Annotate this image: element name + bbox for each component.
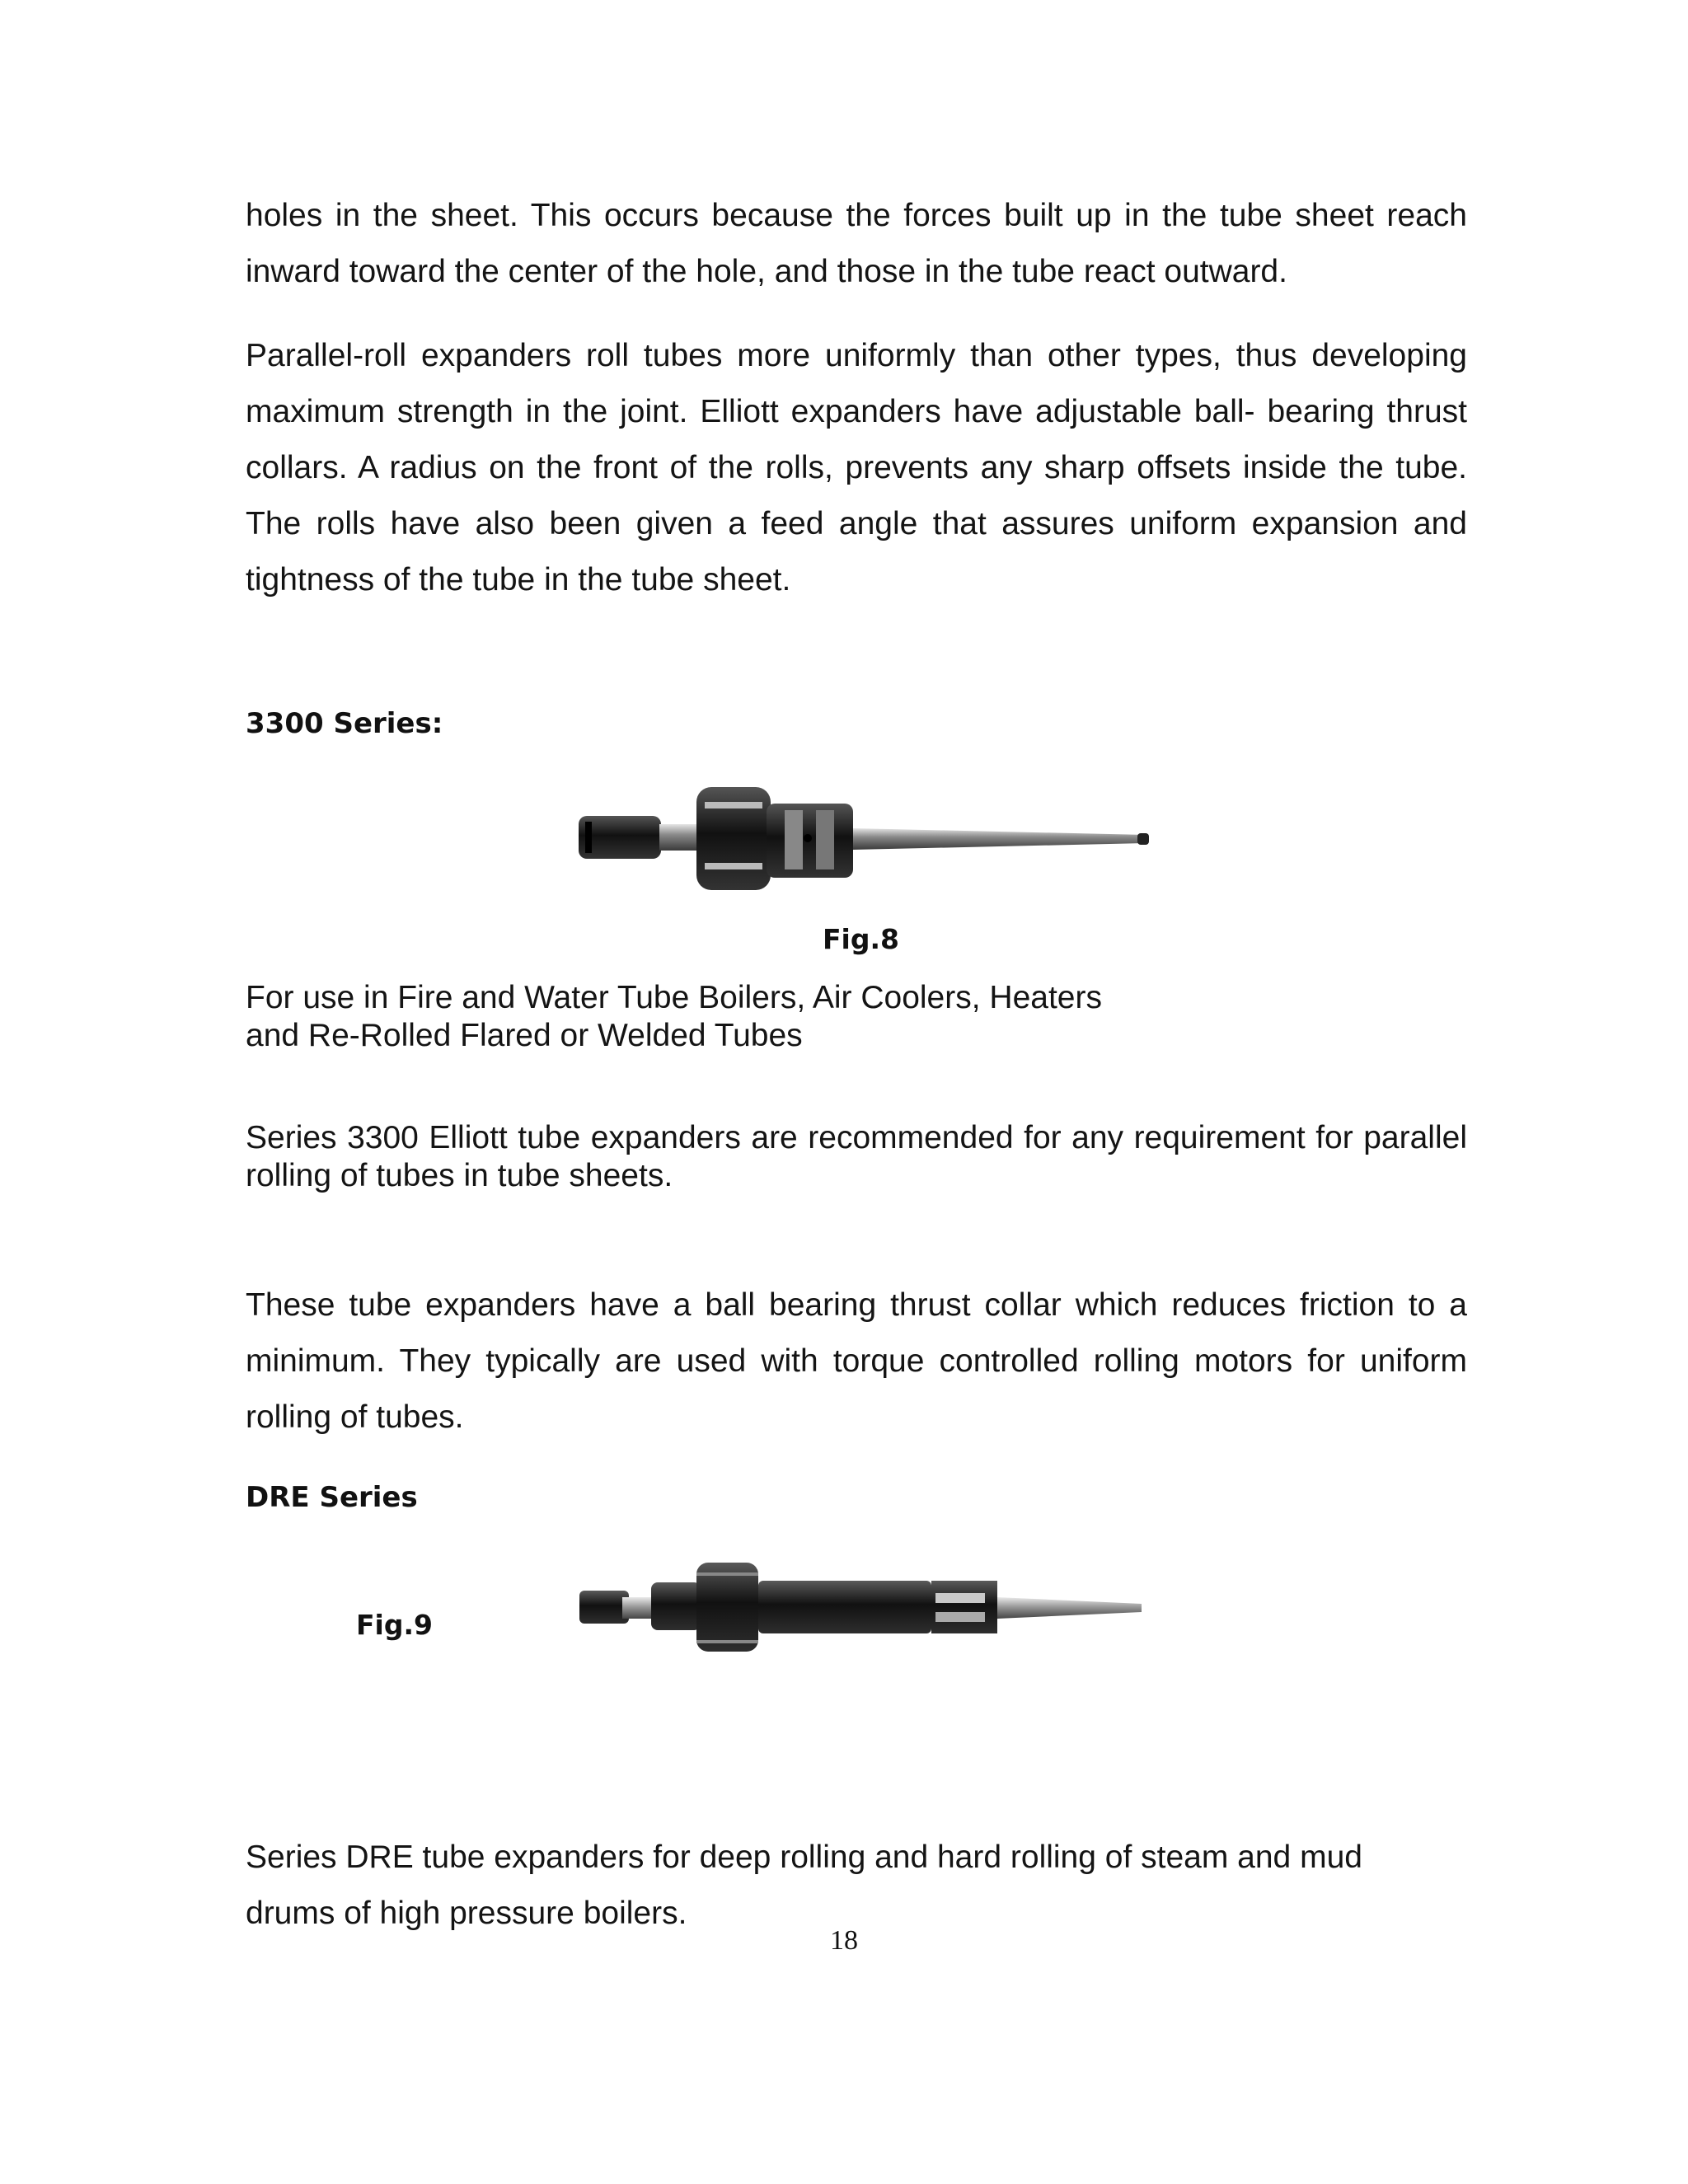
tube-expander-dre-image [573,1548,1150,1671]
tube-expander-3300-image [569,771,1162,902]
figure-9-caption: Fig.9 [356,1609,433,1641]
paragraph-parallel-roll: Parallel-roll expanders roll tubes more uniformly than other types, thus developing maximum strength in the joint. Elliott expanders have adjustable ball- bearing thrust collars. A radius on the front of the rolls, prevents any sharp offsets inside the tube. The rolls have also been given a feed angle that assures uniform expansion and tightness of the tube in the tube sheet. [246,338,1467,598]
paragraph-use-line-1: For use in Fire and Water Tube Boilers, Air Coolers, Heaters [246,980,1102,1015]
heading-dre-series: DRE Series [246,1481,418,1514]
paragraph-dre-line-2: drums of high pressure boilers. [246,1896,687,1931]
paragraph-intro: holes in the sheet. This occurs because the forces built up in the tube sheet reach inward toward the center of the hole, and those in the tube react outward. [246,198,1467,289]
heading-3300-series: 3300 Series: [246,707,443,740]
paragraph-dre-line-1: Series DRE tube expanders for deep rolling and hard rolling of steam and mud [246,1840,1362,1875]
paragraph-use-line-2: and Re-Rolled Flared or Welded Tubes [246,1018,803,1053]
page-number: 18 [830,1925,858,1956]
figure-8-caption: Fig.8 [823,923,899,955]
paragraph-series-3300: Series 3300 Elliott tube expanders are recommended for any requirement for parallel rolling of tubes in tube sheets. [246,1120,1467,1193]
paragraph-ball-bearing: These tube expanders have a ball bearing thrust collar which reduces friction to a minimum. They typically are used with torque controlled rolling motors for uniform rolling of tubes. [246,1287,1467,1435]
